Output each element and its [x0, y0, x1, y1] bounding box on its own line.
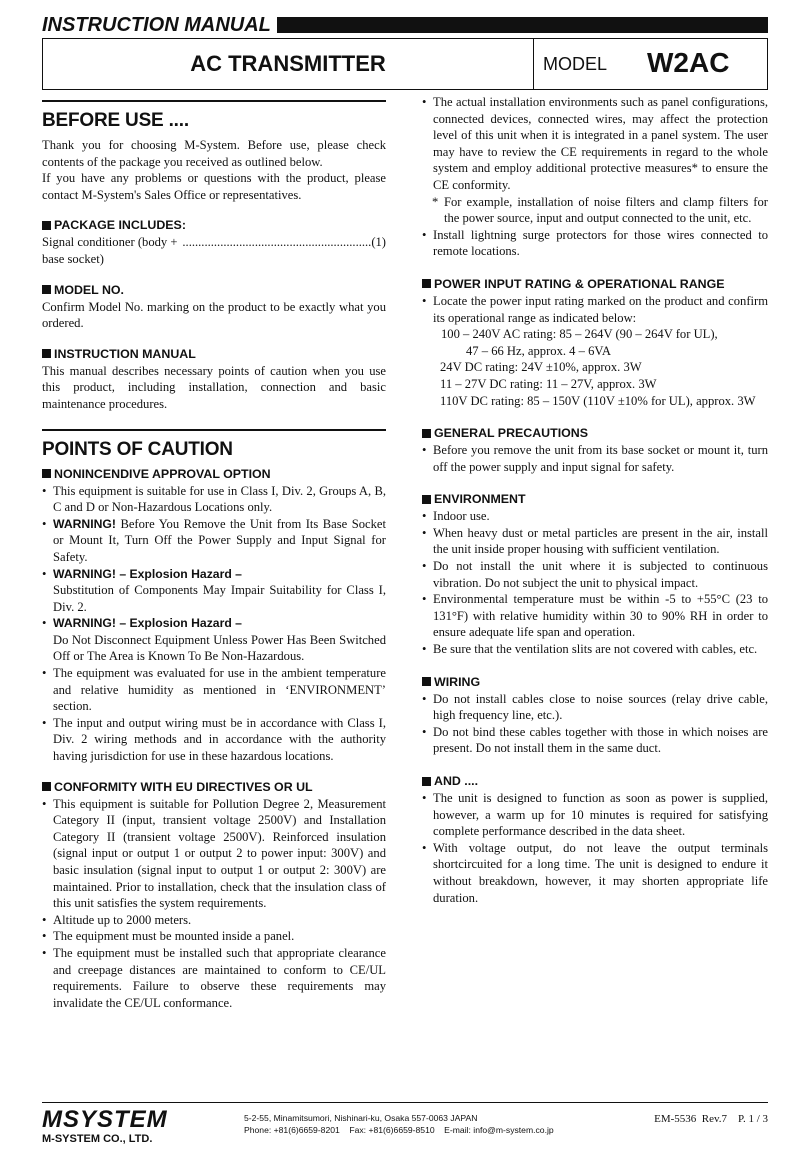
- package-quantity: (1): [371, 235, 386, 250]
- footnote-text: For example, installation of noise filters and clamp filters for the power source, input and output connected to the unit, etc.: [444, 194, 768, 226]
- list-item: • The unit is designed to function as soon as power is supplied, however, a warm up for 10 minutes is required for satisfying complete performance described in the data sheet.: [422, 791, 768, 839]
- list-item: • When heavy dust or metal particles are present in the air, install the unit inside proper housing with sufficient ventilation.: [422, 525, 768, 557]
- warning-text: Substitution of Components May Impair Suitability for Class I, Div. 2.: [53, 583, 386, 614]
- instruction-manual-heading-text: INSTRUCTION MANUAL: [54, 346, 196, 361]
- company-name: M-SYSTEM CO., LTD.: [42, 1133, 153, 1145]
- right-column: [422, 94, 768, 906]
- ce-footnote: [422, 194, 768, 227]
- title-box: [42, 38, 768, 90]
- square-bullet-icon: [422, 777, 431, 786]
- list-item-text: The actual installation environments such as panel configurations, connected devices, connected wires, may affect the protection level of this unit when it is integrated in a panel system. The user may have to review the CE requirements in regard to the whole system and employ additional protective measures* to ensure the CE conformity.: [433, 95, 768, 192]
- warning-label: WARNING!: [53, 516, 116, 531]
- instruction-manual-text: This manual describes necessary points of caution when you use this product, including installation, connection and basic maintenance procedures.: [42, 363, 386, 411]
- and-heading-text: AND ....: [434, 774, 479, 788]
- list-item: • Be sure that the ventilation slits are not covered with cables, etc.: [422, 642, 758, 657]
- power-input-heading-text: POWER INPUT RATING & OPERATIONAL RANGE: [434, 276, 725, 291]
- square-bullet-icon: [42, 285, 51, 294]
- intro-paragraph-1: Thank you for choosing M-System. Before use, please check contents of the package you received as outlined below.: [42, 138, 386, 169]
- instruction-manual-heading: [42, 346, 386, 362]
- eu-conformity-heading-text: CONFORMITY WITH EU DIRECTIVES OR UL: [54, 779, 313, 794]
- package-heading-text: PACKAGE INCLUDES:: [54, 218, 186, 233]
- nonincendive-heading-text: NONINCENDIVE APPROVAL OPTION: [54, 466, 271, 481]
- power-rating-line: 11 – 27V DC rating: 11 – 27V, approx. 3W: [440, 376, 657, 391]
- package-heading: [42, 217, 386, 233]
- list-item-text: The unit is designed to function as soon as power is supplied, however, a warm up for 10 minutes is required for satisfying complete performance described in the data sheet.: [433, 791, 768, 839]
- list-item-text: The equipment must be mounted inside a panel.: [53, 929, 295, 944]
- list-item-text: Be sure that the ventilation slits are not covered with cables, etc.: [433, 642, 758, 657]
- document-number: EM-5536 Rev.7 P. 1 / 3: [654, 1113, 768, 1125]
- square-bullet-icon: [42, 221, 51, 230]
- list-item-text: With voltage output, do not leave the output terminals shortcircuited for a long time. The unit is designed to endure it without breakdown, however, it may shorten appropriate life duration.: [433, 840, 768, 905]
- list-item: • Do not install the unit where it is subjected to continuous vibration. Do not subject the unit to physical impact.: [422, 559, 768, 590]
- company-logo: MSYSTEM: [42, 1106, 168, 1133]
- power-input-list: [422, 293, 768, 326]
- list-item-text: The equipment must be installed such that appropriate clearance and creepage distances are maintained to conform to CE/UL requirements. Failure to observe these requirements may invalidate the CE/UL conformance.: [53, 945, 386, 1010]
- power-rating-line: 47 – 66 Hz, approx. 4 – 6VA: [466, 343, 611, 358]
- eu-conformity-heading: [42, 779, 386, 795]
- manual-label: INSTRUCTION MANUAL: [42, 14, 277, 36]
- environment-list: [422, 508, 768, 657]
- list-item: • With voltage output, do not leave the output terminals shortcircuited for a long time. The unit is designed to endure it without breakdown, however, it may shorten appropriate life duration.: [422, 840, 768, 905]
- square-bullet-icon: [42, 349, 51, 358]
- square-bullet-icon: [422, 677, 431, 686]
- square-bullet-icon: [422, 279, 431, 288]
- surge-list: [422, 227, 768, 260]
- wiring-heading: [422, 674, 768, 690]
- list-item: • This equipment is suitable for Pollution Degree 2, Measurement Category II (input, transient voltage 2500V) and Installation Category II (transient voltage 2500V). Reinforced insulation (signal input or output 1 or output 2 to power input: 300V) and basic insulation (signal input to output 1 or output 2: 300V) are maintained. Prior to installation, check that the insulation class of this unit satisfies the system requirements.: [42, 796, 386, 911]
- list-item: • The equipment was evaluated for use in the ambient temperature and relative humidity as mentioned in ‘ENVIRONMENT’ section.: [42, 666, 386, 714]
- list-item-text: The input and output wiring must be in accordance with Class I, Div. 2 wiring methods and in accordance with the authority having jurisdiction for use in these hazardous locations.: [53, 715, 386, 764]
- list-item: • The equipment must be mounted inside a panel.: [42, 929, 295, 944]
- list-item-text: Indoor use.: [433, 509, 490, 524]
- list-item: • The input and output wiring must be in accordance with Class I, Div. 2 wiring methods and in accordance with the authority having jurisdiction for use in these hazardous locations.: [42, 715, 386, 764]
- power-input-heading: [422, 276, 768, 292]
- wiring-list: [422, 691, 768, 757]
- list-item: • The actual installation environments such as panel configurations, connected devices, connected wires, may affect the protection level of this unit when it is integrated in a panel system. The user may have to review the CE requirements in regard to the whole system and employ additional protective measures* to ensure the CE conformity.: [422, 95, 768, 192]
- package-item: Signal conditioner (body + base socket): [42, 235, 178, 266]
- model-no-heading-text: MODEL NO.: [54, 282, 124, 297]
- list-item-text: Environmental temperature must be within -5 to +55°C (23 to 131°F) with relative humidity within 30 to 90% RH in order to ensure adequate life span and operation.: [433, 592, 768, 640]
- warning-label: WARNING! – Explosion Hazard –: [53, 566, 242, 581]
- list-item-text: Altitude up to 2000 meters.: [53, 912, 192, 927]
- list-item: • The equipment must be installed such that appropriate clearance and creepage distances are maintained to conform to CE/UL requirements. Failure to observe these requirements may invalidate the CE/UL conformance.: [42, 945, 386, 1010]
- general-precautions-heading: [422, 425, 768, 441]
- company-address: 5-2-55, Minamitsumori, Nishinari-ku, Osaka 557-0063 JAPAN: [244, 1113, 478, 1123]
- general-precautions-list: [422, 442, 768, 475]
- square-bullet-icon: [42, 782, 51, 791]
- manual-banner: [42, 14, 768, 36]
- square-bullet-icon: [422, 429, 431, 438]
- list-item: • Altitude up to 2000 meters.: [42, 912, 192, 927]
- environment-heading-text: ENVIRONMENT: [434, 492, 526, 507]
- list-item-text: Do not install the unit where it is subjected to continuous vibration. Do not subject the unit to physical impact.: [433, 559, 768, 590]
- power-rating-line: 24V DC rating: 24V ±10%, approx. 3W: [440, 360, 642, 375]
- page-title: AC TRANSMITTER: [190, 51, 386, 76]
- power-rating-line: 100 – 240V AC rating: 85 – 264V (90 – 264V for UL),: [441, 327, 718, 342]
- list-item-text: Install lightning surge protectors for those wires connected to remote locations.: [433, 227, 768, 259]
- list-item: • WARNING! – Explosion Hazard – Substitution of Components May Impair Suitability for Class I, Div. 2.: [42, 566, 386, 614]
- list-item: • Locate the power input rating marked on the product and confirm its operational range as indicated below:: [422, 293, 768, 325]
- title-divider: [533, 39, 534, 89]
- model-no-heading: [42, 282, 386, 298]
- wiring-heading-text: WIRING: [434, 674, 481, 689]
- and-heading: [422, 773, 768, 789]
- list-item: • Indoor use.: [422, 509, 490, 524]
- before-use-title: BEFORE USE ....: [42, 100, 386, 133]
- package-item-row: [42, 234, 386, 267]
- list-item-text: Before you remove the unit from its base socket or mount it, turn off the power supply and input signal for safety.: [433, 443, 768, 474]
- footnote-mark: *: [432, 194, 439, 209]
- company-contact: Phone: +81(6)6659-8201 Fax: +81(6)6659-8510 E-mail: info@m-system.co.jp: [244, 1125, 554, 1135]
- model-value: W2AC: [647, 47, 730, 78]
- nonincendive-list: [42, 483, 386, 765]
- model-no-text: Confirm Model No. marking on the product to be exactly what you ordered.: [42, 299, 386, 331]
- nonincendive-heading: [42, 466, 386, 482]
- left-column: [42, 100, 386, 1011]
- warning-text: Before You Remove the Unit from Its Base Socket or Mount It, Turn Off the Power Supply and Input Signal for Safety.: [53, 516, 386, 564]
- square-bullet-icon: [42, 469, 51, 478]
- list-item-text: Do not install cables close to noise sources (relay drive cable, high frequency line, etc.).: [433, 691, 768, 723]
- general-precautions-heading-text: GENERAL PRECAUTIONS: [434, 426, 588, 441]
- list-item: • Before you remove the unit from its base socket or mount it, turn off the power supply and input signal for safety.: [422, 443, 768, 474]
- eu-conformity-list: [42, 796, 386, 1012]
- list-item-text: This equipment is suitable for use in Class I, Div. 2, Groups A, B, C and D or Non-Hazardous Locations only.: [53, 483, 386, 515]
- list-item: • This equipment is suitable for use in Class I, Div. 2, Groups A, B, C and D or Non-Hazardous Locations only.: [42, 483, 386, 515]
- power-rating-line: 110V DC rating: 85 – 150V (110V ±10% for UL), approx. 3W: [440, 393, 756, 408]
- list-item: • Environmental temperature must be within -5 to +55°C (23 to 131°F) with relative humidity within 30 to 90% RH in order to ensure adequate life span and operation.: [422, 592, 768, 640]
- company-address-block: [244, 1112, 554, 1136]
- environment-heading: [422, 491, 768, 507]
- list-item: • Do not install cables close to noise sources (relay drive cable, high frequency line, etc.).: [422, 691, 768, 723]
- list-item-text: This equipment is suitable for Pollution Degree 2, Measurement Category II (input, transient voltage 2500V) and Installation Category II (transient voltage 2500V). Reinforced insulation (signal input or output 1 or output 2 to power input: 300V) and basic insulation (signal input to output 1 or output 2: 300V) are maintained. Prior to installation, check that the insulation class of this unit satisfies the system requirements.: [53, 796, 386, 911]
- list-item-text: Locate the power input rating marked on the product and confirm its operational range as indicated below:: [433, 293, 768, 325]
- list-item-text: The equipment was evaluated for use in the ambient temperature and relative humidity as mentioned in ‘ENVIRONMENT’ section.: [53, 666, 386, 714]
- banner-bar: [270, 17, 768, 33]
- list-item: • WARNING! – Explosion Hazard – Do Not Disconnect Equipment Unless Power Has Been Switched Off or The Area is Known To Be Non-Hazardous.: [42, 616, 386, 664]
- list-item-text: Do not bind these cables together with those in which noises are present. Do not install them in the same duct.: [433, 724, 768, 756]
- package-dots: ............................................................: [182, 235, 372, 250]
- ce-environment-list: [422, 94, 768, 194]
- footer-rule: [42, 1102, 768, 1103]
- intro-paragraph-2: If you have any problems or questions with the product, please contact M-System's Sales Office or representatives.: [42, 171, 386, 202]
- square-bullet-icon: [422, 495, 431, 504]
- list-item-text: When heavy dust or metal particles are present in the air, install the unit inside proper housing with sufficient ventilation.: [433, 525, 768, 557]
- warning-label: WARNING! – Explosion Hazard –: [53, 616, 242, 631]
- list-item: • WARNING! Before You Remove the Unit from Its Base Socket or Mount It, Turn Off the Power Supply and Input Signal for Safety.: [42, 516, 386, 564]
- list-item: • Do not bind these cables together with those in which noises are present. Do not install them in the same duct.: [422, 724, 768, 756]
- list-item: • Install lightning surge protectors for those wires connected to remote locations.: [422, 227, 768, 259]
- and-list: [422, 790, 768, 906]
- points-of-caution-title: POINTS OF CAUTION: [42, 429, 386, 462]
- warning-text: Do Not Disconnect Equipment Unless Power Has Been Switched Off or The Area is Known To Be Non-Hazardous.: [53, 632, 386, 664]
- model-label: MODEL: [543, 54, 608, 74]
